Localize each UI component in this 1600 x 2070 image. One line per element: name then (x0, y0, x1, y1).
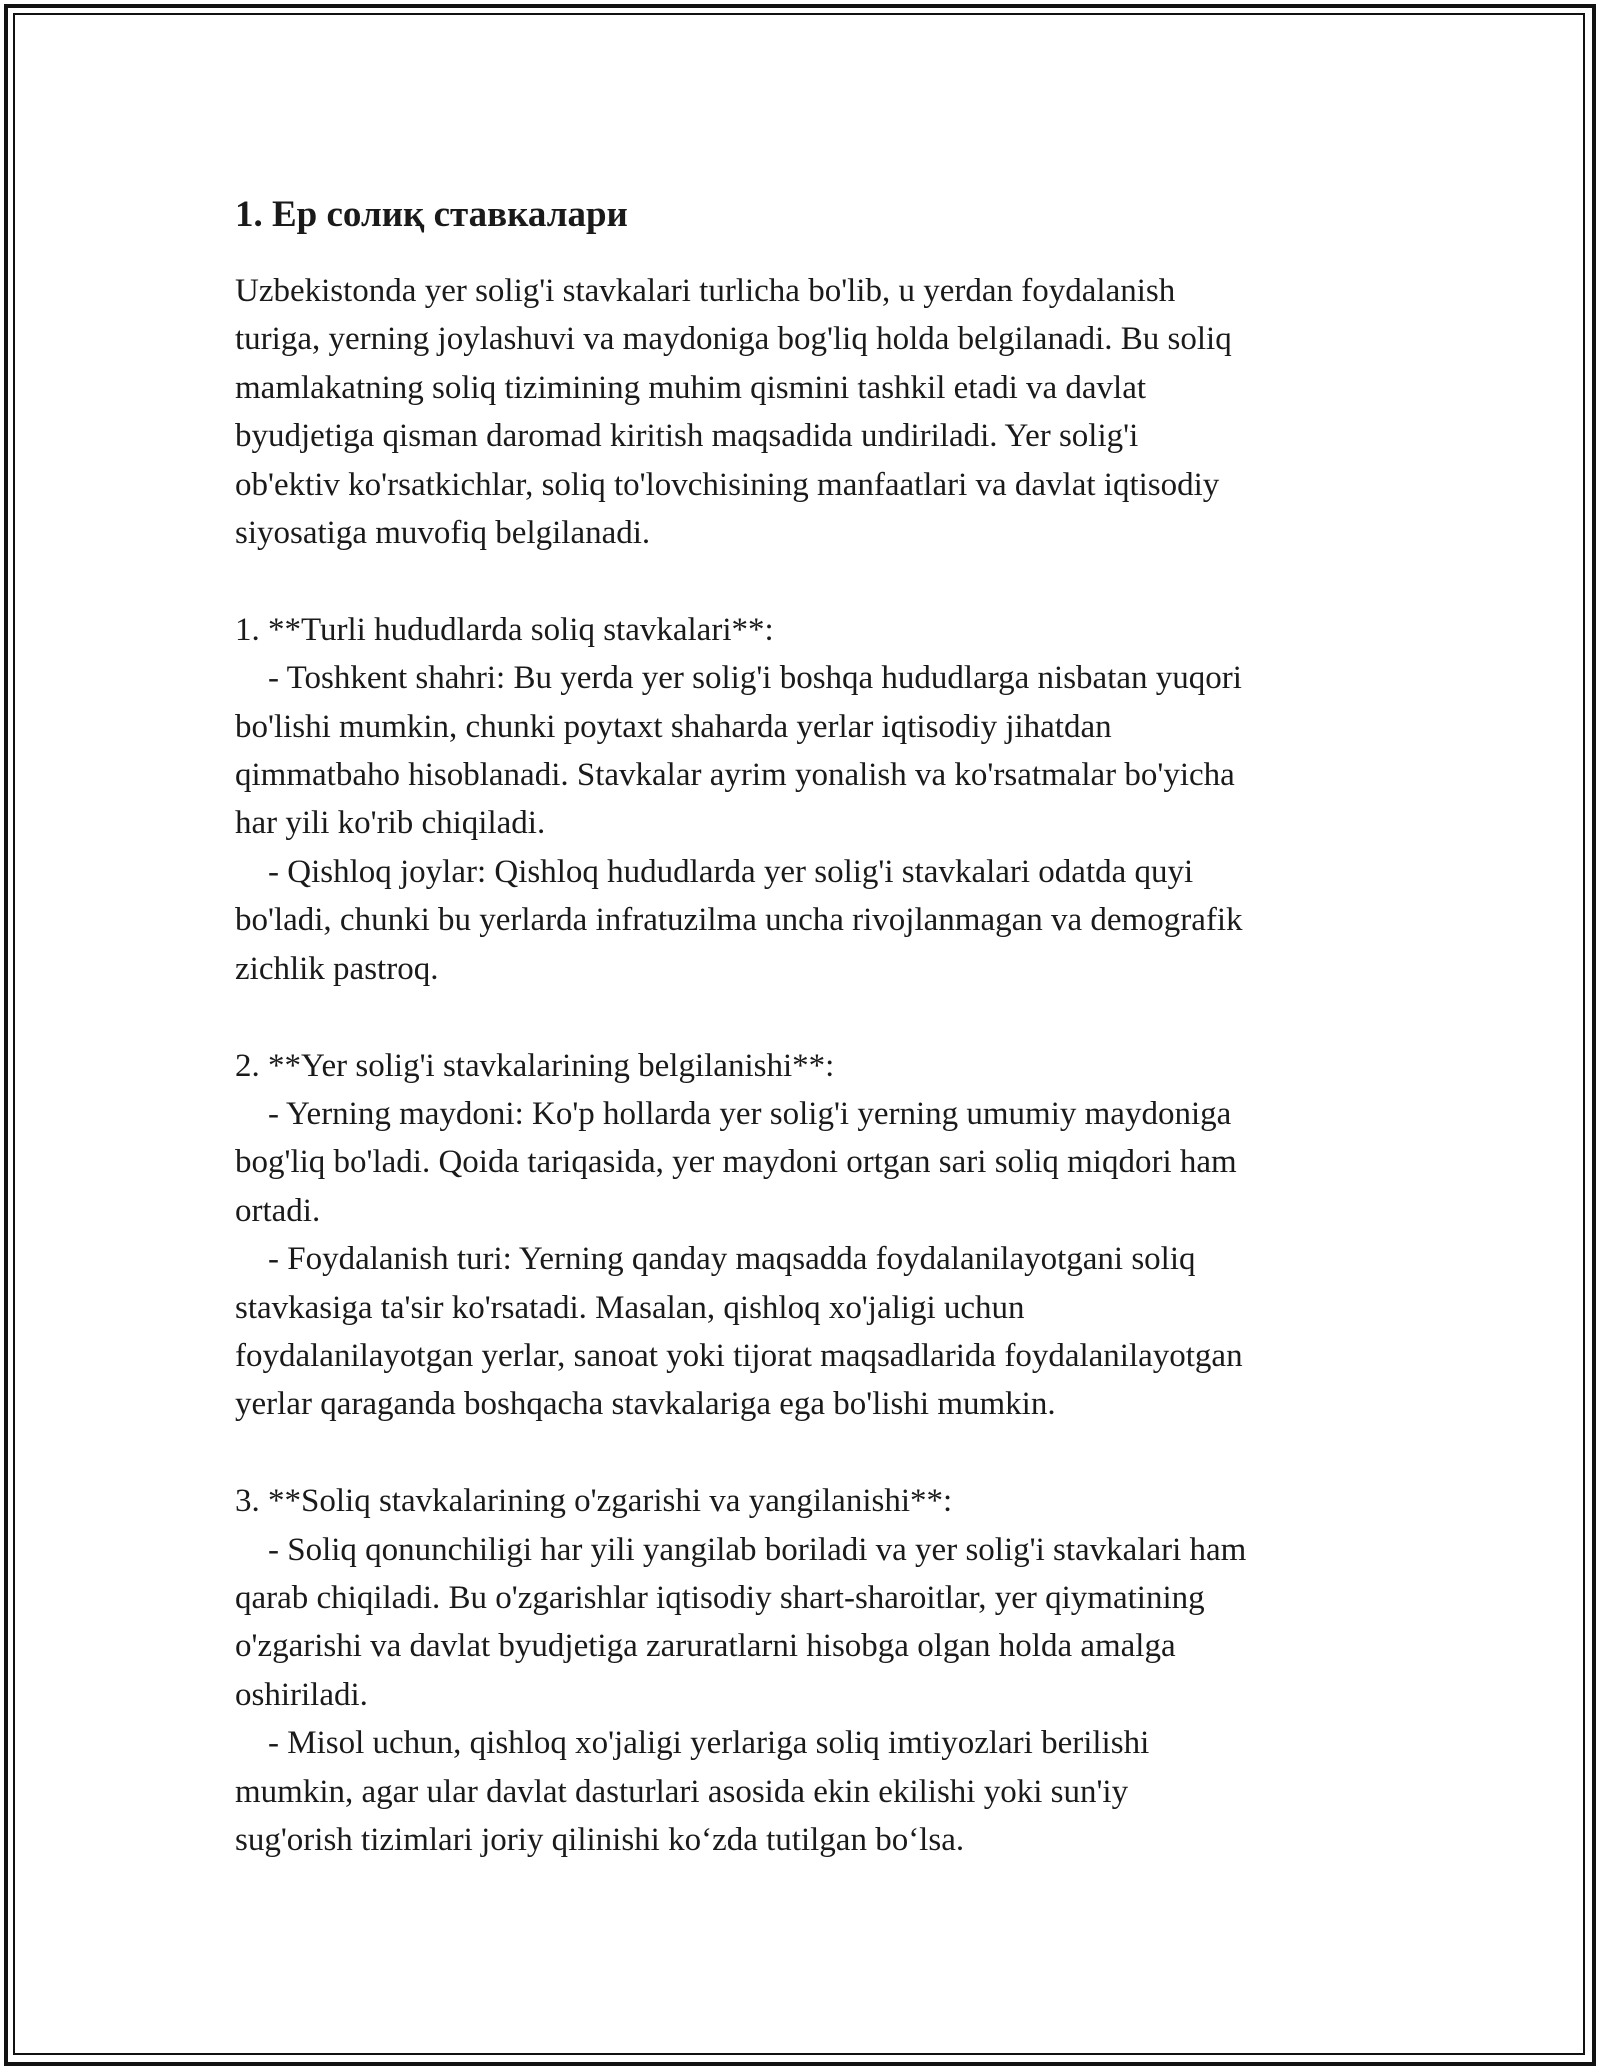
document-body: Uzbekistonda yer solig'i stavkalari turlicha bo'lib, u yerdan foydalanish turiga, yerning joylashuvi va maydoniga bog'liq holda belgilanadi. Bu soliq mamlakatning soliq tizimining muhim qismini tashkil etadi va davlat byudjetiga qisman daromad kiritish maqsadida undiriladi. Yer solig'i ob'ektiv ko'rsatkichlar, soliq to'lovchisining manfaatlari va davlat iqtisodiy siyosatiga muvofiq belgilanadi. 1. **Turli hududlarda soliq stavkalari**: - Toshkent shahri: Bu yerda yer solig'i boshqa hududlarga nisbatan yuqori bo'lishi mumkin, chunki poytaxt shaharda yerlar iqtisodiy jihatdan qimmatbaho hisoblanadi. Stavkalar ayrim yonalish va ko'rsatmalar bo'yicha har yili ko'rib chiqiladi. - Qishloq joylar: Qishloq hududlarda yer solig'i stavkalari odatda quyi bo'ladi, chunki bu yerlarda infratuzilma uncha rivojlanmagan va demografik zichlik pastroq. 2. **Yer solig'i stavkalarining belgilanishi**: - Yerning maydoni: Ko'p hollarda yer solig'i yerning umumiy maydoniga bog'liq bo'ladi. Qoida tariqasida, yer maydoni ortgan sari soliq miqdori ham ortadi. - Foydalanish turi: Yerning qanday maqsadda foydalanilayotgani soliq stavkasiga ta'sir ko'rsatadi. Masalan, qishloq xo'jaligi uchun foydalanilayotgan yerlar, sanoat yoki tijorat maqsadlarida foydalanilayotgan yerlar qaraganda boshqacha stavkalariga ega bo'lishi mumkin. 3. **Soliq stavkalarining o'zgarishi va yangilanishi**: - Soliq qonunchiligi har yili yangilab boriladi va yer solig'i stavkalari ham qarab chiqiladi. Bu o'zgarishlar iqtisodiy shart-sharoitlar, yer qiymatining o'zgarishi va davlat byudjetiga zaruratlarni hisobga olgan holda amalga oshiriladi. - Misol uchun, qishloq xo'jaligi yerlariga soliq imtiyozlari berilishi mumkin, agar ular davlat dasturlari asosida ekin ekilishi yoki sun'iy sug'orish tizimlari joriy qilinishi koʻzda tutilgan boʻlsa. (235, 273, 1247, 1858)
document-title: 1. Ер солиқ ставкалари (235, 194, 628, 235)
document-content (235, 185, 1375, 1864)
